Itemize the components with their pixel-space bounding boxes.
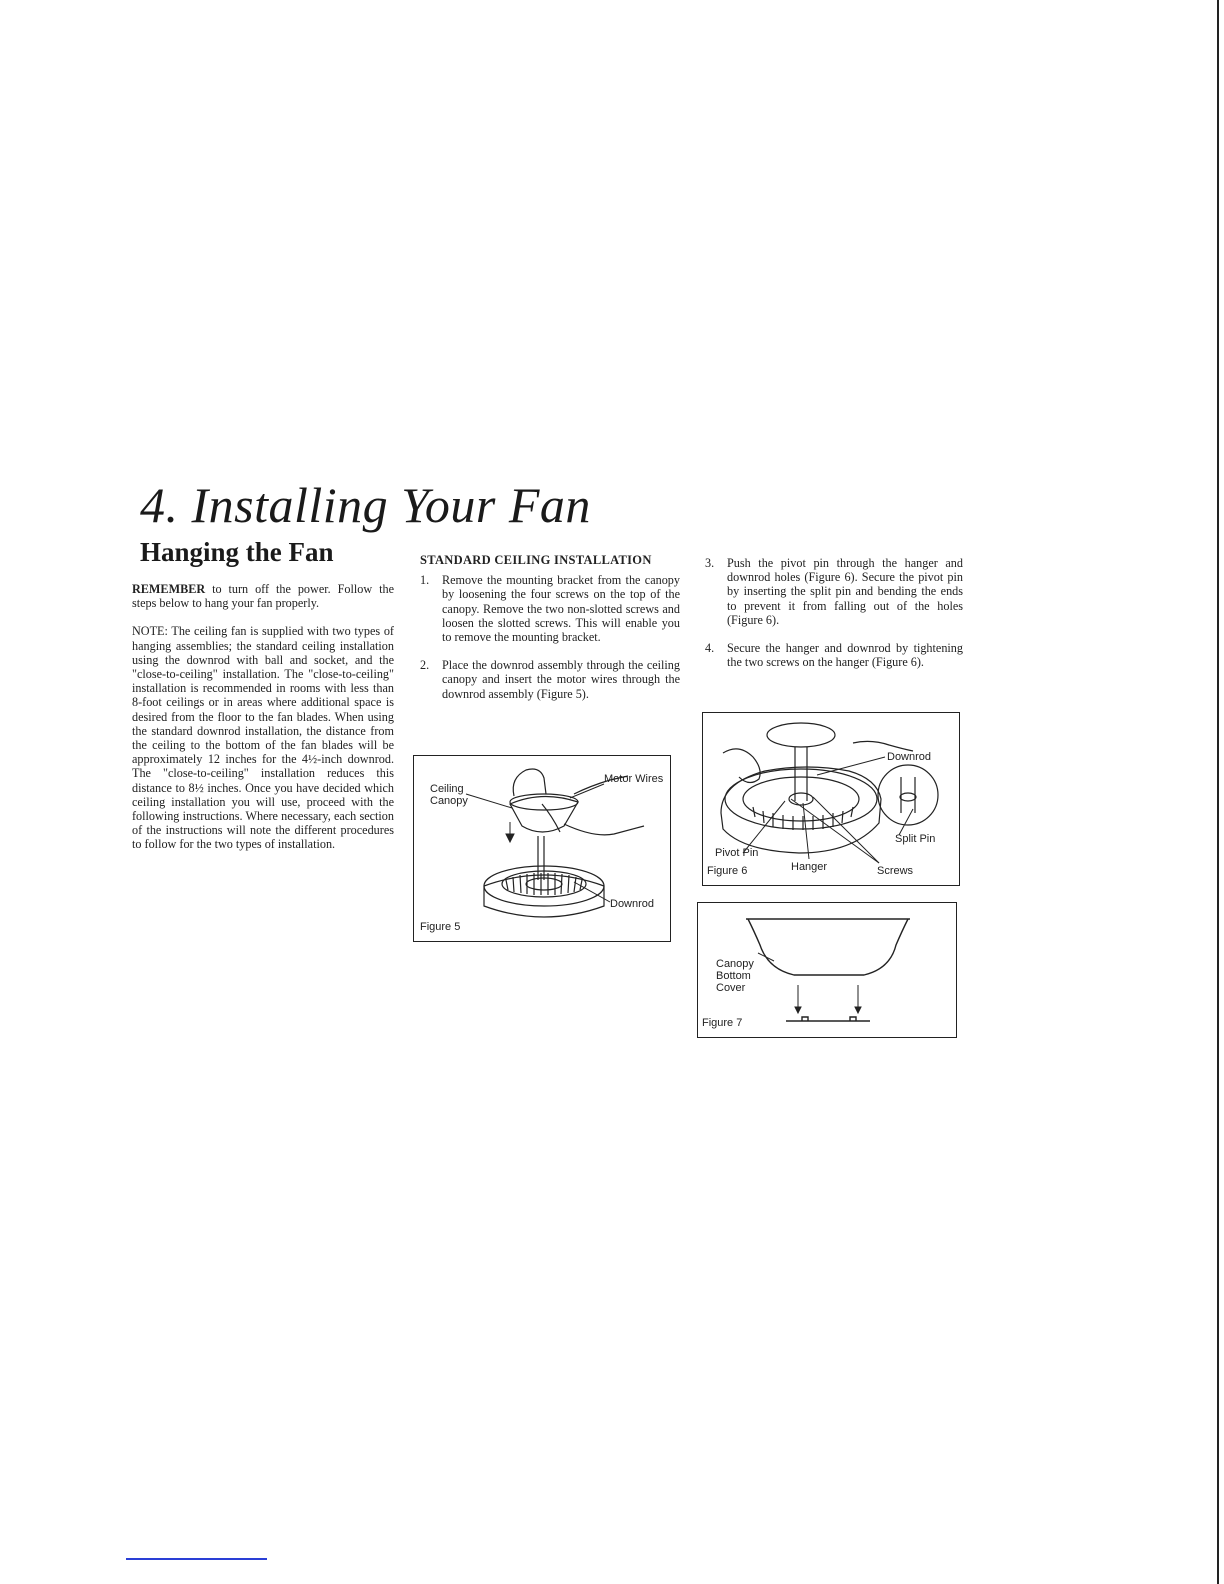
step-3 — [705, 556, 963, 627]
remember-label: REMEMBER — [132, 582, 206, 596]
label-motor-wires: Motor Wires — [604, 773, 664, 785]
figure-5 — [413, 755, 671, 942]
figure-6-illustration — [703, 713, 959, 885]
label-split-pin: Split Pin — [895, 833, 936, 845]
step-number: 3. — [705, 556, 715, 570]
figure-5-caption: Figure 5 — [420, 921, 461, 933]
page-edge-rule — [1217, 0, 1219, 1584]
step-1 — [420, 573, 680, 644]
standard-column — [420, 553, 680, 715]
figure-7-caption: Figure 7 — [702, 1017, 743, 1029]
step-2 — [420, 658, 680, 701]
figure-7 — [697, 902, 957, 1038]
label-canopy-bottom-cover: Canopy Bottom Cover — [716, 958, 754, 994]
remember-paragraph — [132, 582, 394, 610]
step-number: 2. — [420, 658, 430, 673]
section-title: Hanging the Fan — [140, 537, 334, 567]
step-text: Push the pivot pin through the hanger and downrod holes (Figure 6). Secure the pivot pin by inserting the split pin and bending the ends to prevent it from falling out of the holes (Figure 6). — [727, 556, 963, 627]
chapter-title: 4. Installing Your Fan — [140, 477, 591, 533]
footer-rule — [126, 1558, 267, 1560]
label-hanger: Hanger — [791, 861, 828, 873]
label-downrod: Downrod — [887, 751, 932, 763]
step-number: 4. — [705, 641, 715, 656]
note-paragraph: NOTE: The ceiling fan is supplied with two types of hanging assemblies; the standard ceiling installation using the downrod with ball and socket, and the "close-to-ceiling" installation. The "close-to-ceiling" installation is recommended in rooms with less than 8-foot ceilings or in areas where additional space is desired from the floor to the fan blades. When using the standard downrod installation, the distance from the ceiling to the bottom of the fan blades will be approximately 12 inches for the 4½-inch downrod. The "close-to-ceiling" installation reduces this distance to 8½ inches. Once you have decided which ceiling installation you will use, proceed with the following instructions. Where necessary, each section of the instructions will note the different procedures to follow for the two types of installation. — [132, 624, 394, 852]
figure-6-caption: Figure 6 — [707, 865, 748, 877]
step-text: Secure the hanger and downrod by tightening the two screws on the hanger (Figure 6). — [727, 641, 963, 670]
remember-text: to turn off the power. Follow the steps below to hang your fan properly. — [132, 582, 394, 611]
step-text: Place the downrod assembly through the ceiling canopy and insert the motor wires through the downrod assembly (Figure 5). — [442, 658, 680, 701]
label-ceiling-canopy: Ceiling Canopy — [430, 783, 468, 807]
standard-installation-heading: STANDARD CEILING INSTALLATION — [420, 553, 652, 567]
label-downrod: Downrod — [610, 898, 655, 910]
step-number: 1. — [420, 573, 430, 588]
figure-6 — [702, 712, 960, 886]
steps-column-right — [705, 556, 963, 683]
step-4 — [705, 641, 963, 669]
label-pivot-pin: Pivot Pin — [715, 847, 759, 859]
step-text: Remove the mounting bracket from the canopy by loosening the four screws on the top of the canopy. Remove the two non-slotted screws and loosen the slotted screws. This will enable you to remove the mounting bracket. — [442, 573, 680, 645]
intro-column — [132, 582, 394, 852]
label-screws: Screws — [877, 865, 914, 877]
